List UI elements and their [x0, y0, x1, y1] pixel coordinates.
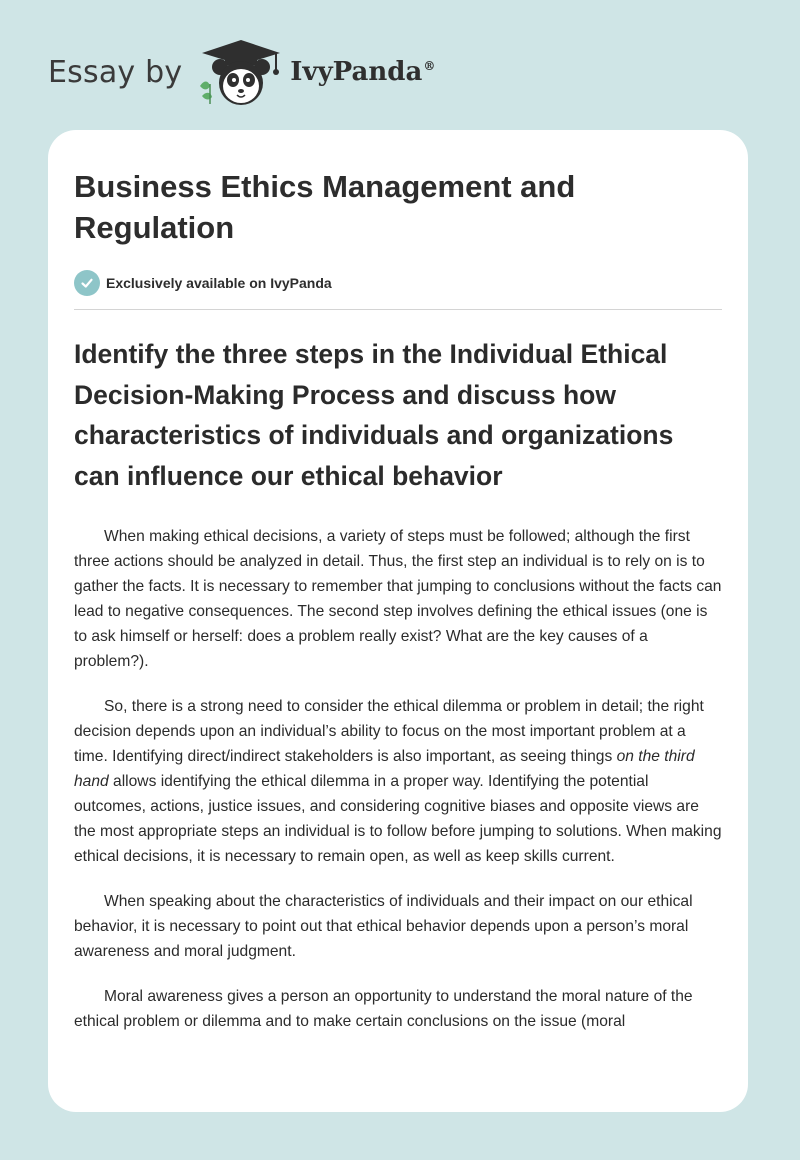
paragraph-3: When speaking about the characteristics of individuals and their impact on our ethical behavior, it is necessary to point out that ethical behavior depends upon a person’s moral awareness and moral judgment. [74, 893, 693, 960]
registered-mark: ® [423, 59, 436, 74]
section-heading: Identify the three steps in the Individual Ethical Decision-Making Process and discuss how characteristics of individuals and organizations can influence our ethical behavior [74, 339, 674, 491]
divider [74, 309, 722, 310]
brand-prefix: Essay by [48, 54, 183, 90]
brand-header [48, 36, 435, 108]
paragraph-2-before: So, there is a strong need to consider the ethical dilemma or problem in detail; the right decision depends upon an individual’s ability to focus on the most important problem at a time. Identifying direct/indirect stakeholders is also important, as seeing things [74, 698, 704, 765]
paragraph-1: When making ethical decisions, a variety of steps must be followed; although the first three actions should be analyzed in detail. Thus, the first step an individual is to rely on is to gather the facts. It is necessary to remember that jumping to conclusions without the facts can lead to negative consequences. The second step involves defining the ethical issues (one is to ask himself or herself: does a problem really exist? What are the key causes of a problem?). [74, 528, 722, 670]
brand-name-text: IvyPanda [290, 57, 423, 87]
panda-graduate-icon [196, 36, 286, 108]
exclusive-badge [74, 270, 722, 296]
brand-name [290, 57, 435, 87]
exclusive-badge-label: Exclusively available on IvyPanda [106, 275, 332, 291]
paragraph-2-after: allows identifying the ethical dilemma in a proper way. Identifying the potential outcomes, actions, justice issues, and considering cognitive biases and opposite views are the most appropriate steps an individual is to follow before jumping to solutions. When making ethical decisions, it is necessary to remain open, as well as keep skills current. [74, 773, 722, 865]
check-circle-icon [74, 270, 100, 296]
paragraph-2 [74, 694, 722, 869]
paragraph-4: Moral awareness gives a person an opportunity to understand the moral nature of the ethical problem or dilemma and to make certain conclusions on the issue (moral [74, 988, 693, 1030]
essay-card [48, 130, 748, 1112]
paragraph-2-emphasis: on the third hand [74, 748, 695, 790]
page-title: Business Ethics Management and Regulation [74, 169, 576, 245]
